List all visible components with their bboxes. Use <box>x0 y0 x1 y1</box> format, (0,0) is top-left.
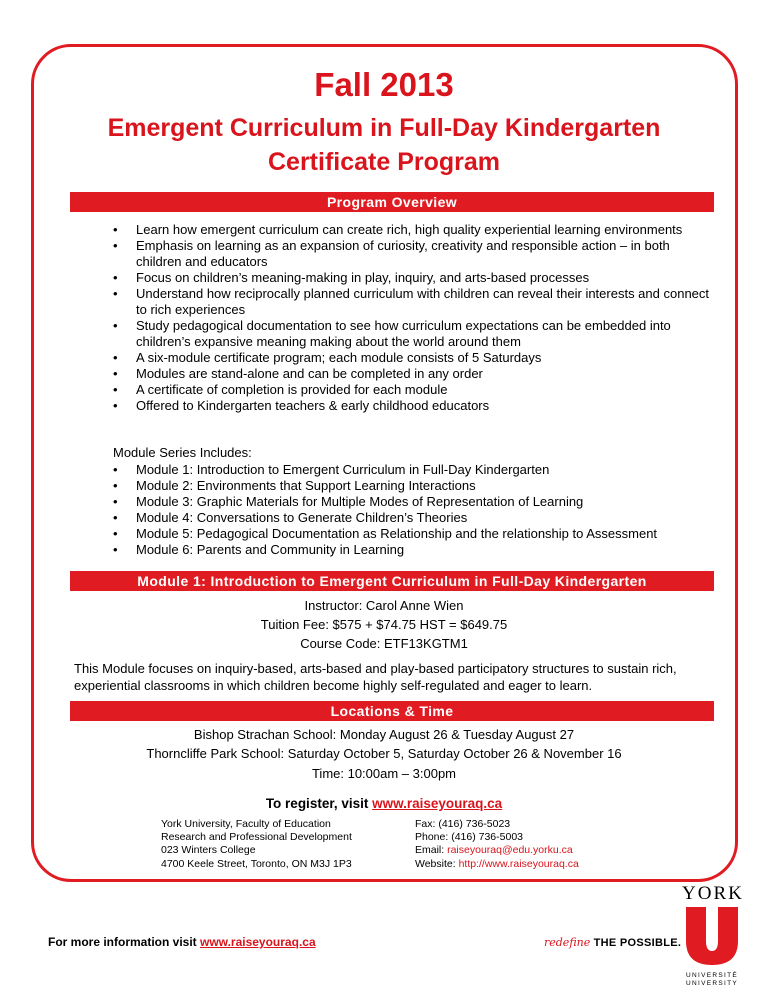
york-logo <box>682 883 742 988</box>
email-label: Email: <box>415 844 448 857</box>
register-line <box>0 796 768 811</box>
course-code: Course Code: ETF13KGTM1 <box>300 636 468 651</box>
phone: Phone: (416) 736-5003 <box>415 831 523 844</box>
list-item: • Module 2: Environments that Support Learning Interactions <box>113 478 713 494</box>
location-2: Thorncliffe Park School: Saturday October 5, Saturday October 26 & November 16 <box>146 746 622 761</box>
website-label: Website: <box>415 857 459 870</box>
register-label: To register, visit <box>265 796 373 811</box>
list-item: • Module 3: Graphic Materials for Multiple Modes of Representation of Learning <box>113 494 713 510</box>
website-line <box>415 858 579 871</box>
email-line <box>415 844 579 857</box>
list-item: • Module 4: Conversations to Generate Children’s Theories <box>113 510 713 526</box>
list-item: • Module 1: Introduction to Emergent Curriculum in Full-Day Kindergarten <box>113 462 713 478</box>
instructor: Instructor: Carol Anne Wien <box>304 598 464 613</box>
website-link[interactable]: http://www.raiseyouraq.ca <box>458 857 579 870</box>
overview-list <box>113 222 713 414</box>
list-item: • Study pedagogical documentation to see how curriculum expectations can be embedded into children’s expansive meaning making about the world around them <box>113 318 713 350</box>
list-item: • Module 6: Parents and Community in Learning <box>113 542 713 558</box>
page-title: Fall 2013 <box>314 66 454 103</box>
address-line: 023 Winters College <box>161 844 256 857</box>
register-link[interactable]: www.raiseyouraq.ca <box>372 796 503 811</box>
section-heading-module1: Module 1: Introduction to Emergent Curriculum in Full-Day Kindergarten <box>70 571 714 591</box>
tagline <box>544 936 681 949</box>
list-item: • A certificate of completion is provided for each module <box>113 382 713 398</box>
list-item: • Modules are stand-alone and can be completed in any order <box>113 366 713 382</box>
list-item: • Understand how reciprocally planned curriculum with children can reveal their interests and connect to rich experiences <box>113 286 713 318</box>
university-french: UNIVERSITÉ <box>685 972 738 979</box>
footer-info-label: For more information visit <box>48 935 201 949</box>
tagline-redefine: redefine <box>544 936 591 949</box>
location-1: Bishop Strachan School: Monday August 26 & Tuesday August 27 <box>193 727 575 742</box>
address-line: York University, Faculty of Education <box>161 818 331 830</box>
list-item: • A six-module certificate program; each module consists of 5 Saturdays <box>113 350 713 366</box>
address-line: 4700 Keele Street, Toronto, ON M3J 1P3 <box>161 857 352 870</box>
time: Time: 10:00am – 3:00pm <box>311 766 457 781</box>
module-list <box>113 462 713 558</box>
york-wordmark: YORK <box>682 883 744 904</box>
tuition-fee: Tuition Fee: $575 + $74.75 HST = $649.75 <box>260 617 508 632</box>
module-description: This Module focuses on inquiry-based, arts-based and play-based participatory structures to sustain rich, experiential classrooms in which children become highly self-regulated and eager to learn. <box>74 661 677 693</box>
list-item: • Offered to Kindergarten teachers & early childhood educators <box>113 398 713 414</box>
program-title-line1: Emergent Curriculum in Full-Day Kindergarten <box>107 114 661 142</box>
section-heading-locations: Locations & Time <box>70 701 714 721</box>
list-item: • Module 5: Pedagogical Documentation as Relationship and the relationship to Assessment <box>113 526 713 542</box>
email-link[interactable]: raiseyouraq@edu.yorku.ca <box>447 844 573 857</box>
list-item: • Emphasis on learning as an expansion of curiosity, creativity and responsible action – in both children and educators <box>113 238 713 270</box>
footer-info <box>48 935 316 949</box>
program-title-line2: Certificate Program <box>267 148 501 176</box>
address-line: Research and Professional Development <box>161 831 352 844</box>
module-series-heading: Module Series Includes: <box>113 445 252 460</box>
contact-block <box>415 818 579 871</box>
footer-link[interactable]: www.raiseyouraq.ca <box>200 935 316 949</box>
york-u-icon <box>682 905 742 967</box>
address-block <box>161 818 352 871</box>
fax: Fax: (416) 736-5023 <box>415 818 511 830</box>
tagline-possible: THE POSSIBLE. <box>590 937 682 949</box>
section-heading-overview: Program Overview <box>70 192 714 212</box>
list-item: • Learn how emergent curriculum can create rich, high quality experiential learning environments <box>113 222 713 238</box>
list-item: • Focus on children’s meaning-making in play, inquiry, and arts-based processes <box>113 270 713 286</box>
university-english: UNIVERSITY <box>685 980 738 987</box>
